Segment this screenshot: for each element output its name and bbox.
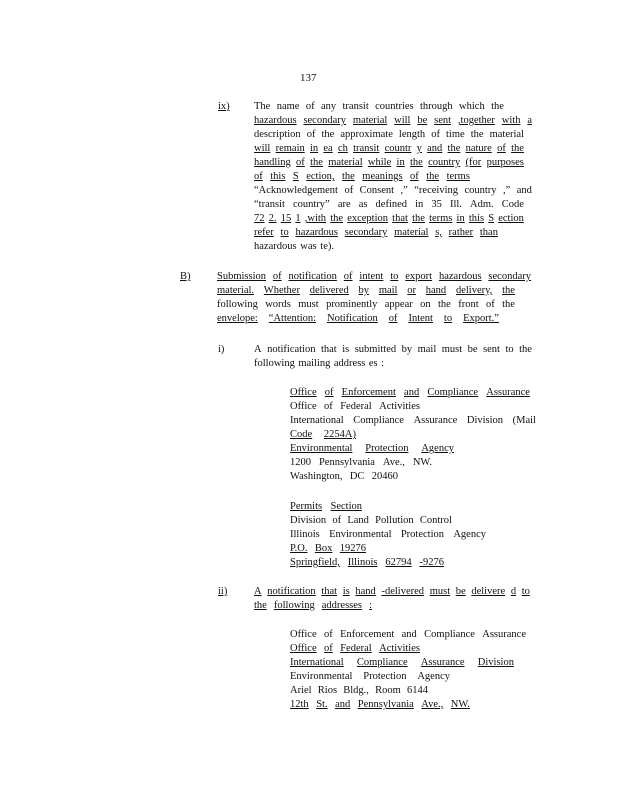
address-2-line: Springfield, Illinois 62794 -9276 <box>290 557 444 568</box>
item-ix-line: will remain in ea ch transit countr y and the nature of the <box>254 143 524 154</box>
address-2-line: Division of Land Pollution Control <box>290 515 452 526</box>
address-3-line: Ariel Rios Bldg., Room 6144 <box>290 685 428 696</box>
address-1-line: Office of Federal Activities <box>290 401 420 412</box>
item-ix-line: hazardous was te). <box>254 241 334 252</box>
item-ix-line: handling of the material while in the country (for purposes <box>254 157 524 168</box>
item-ix-line: description of the approximate length of time the material <box>254 129 524 140</box>
item-b-line: envelope: “Attention: Notification of Intent to Export.” <box>217 313 499 324</box>
item-b-line: material. Whether delivered by mail or hand delivery, the <box>217 285 515 296</box>
item-ii-line: A notification that is hand -delivered must be delivere d to <box>254 586 530 597</box>
item-b-label: B) <box>180 271 191 282</box>
address-2-line: Permits Section <box>290 501 362 512</box>
address-2-line: Illinois Environmental Protection Agency <box>290 529 486 540</box>
item-ix-line: “transit country” are as defined in 35 Ill. Adm. Code <box>254 199 524 210</box>
address-2-line: P.O. Box 19276 <box>290 543 366 554</box>
item-ix-line: “Acknowledgement of Consent ,” “receiving country ,” and <box>254 185 532 196</box>
address-3-line: Office of Federal Activities <box>290 643 420 654</box>
address-1-line: Code 2254A) <box>290 429 356 440</box>
item-i-line: A notification that is submitted by mail must be sent to the <box>254 344 532 355</box>
item-ix-line: 72 2. 15 1 ,with the exception that the terms in this S ection <box>254 213 524 224</box>
address-3-line: Office of Enforcement and Compliance Assurance <box>290 629 526 640</box>
page-number: 137 <box>300 72 317 84</box>
address-3-line: 12th St. and Pennsylvania Ave., NW. <box>290 699 470 710</box>
address-1-line: 1200 Pennsylvania Ave., NW. <box>290 457 432 468</box>
item-b-line: Submission of notification of intent to export hazardous secondary <box>217 271 531 282</box>
address-1-line: Office of Enforcement and Compliance Assurance <box>290 387 530 398</box>
item-ii-label: ii) <box>218 586 228 597</box>
address-1-line: Environmental Protection Agency <box>290 443 454 454</box>
item-ii-line: the following addresses : <box>254 600 372 611</box>
address-3-line: Environmental Protection Agency <box>290 671 450 682</box>
item-ix-line: of this S ection, the meanings of the terms <box>254 171 470 182</box>
item-ix-line: The name of any transit countries through which the <box>254 101 504 112</box>
address-3-line: International Compliance Assurance Division <box>290 657 514 668</box>
item-ix-line: hazardous secondary material will be sent ,together with a <box>254 115 532 126</box>
item-ix-label: ix) <box>218 101 230 112</box>
address-1-line: Washington, DC 20460 <box>290 471 398 482</box>
item-ix-line: refer to hazardous secondary material s, rather than <box>254 227 498 238</box>
item-b-line: following words must prominently appear on the front of the <box>217 299 515 310</box>
address-1-line: International Compliance Assurance Division (Mail <box>290 415 536 426</box>
item-i-line: following mailing address es : <box>254 358 384 369</box>
item-i-label: i) <box>218 344 225 355</box>
